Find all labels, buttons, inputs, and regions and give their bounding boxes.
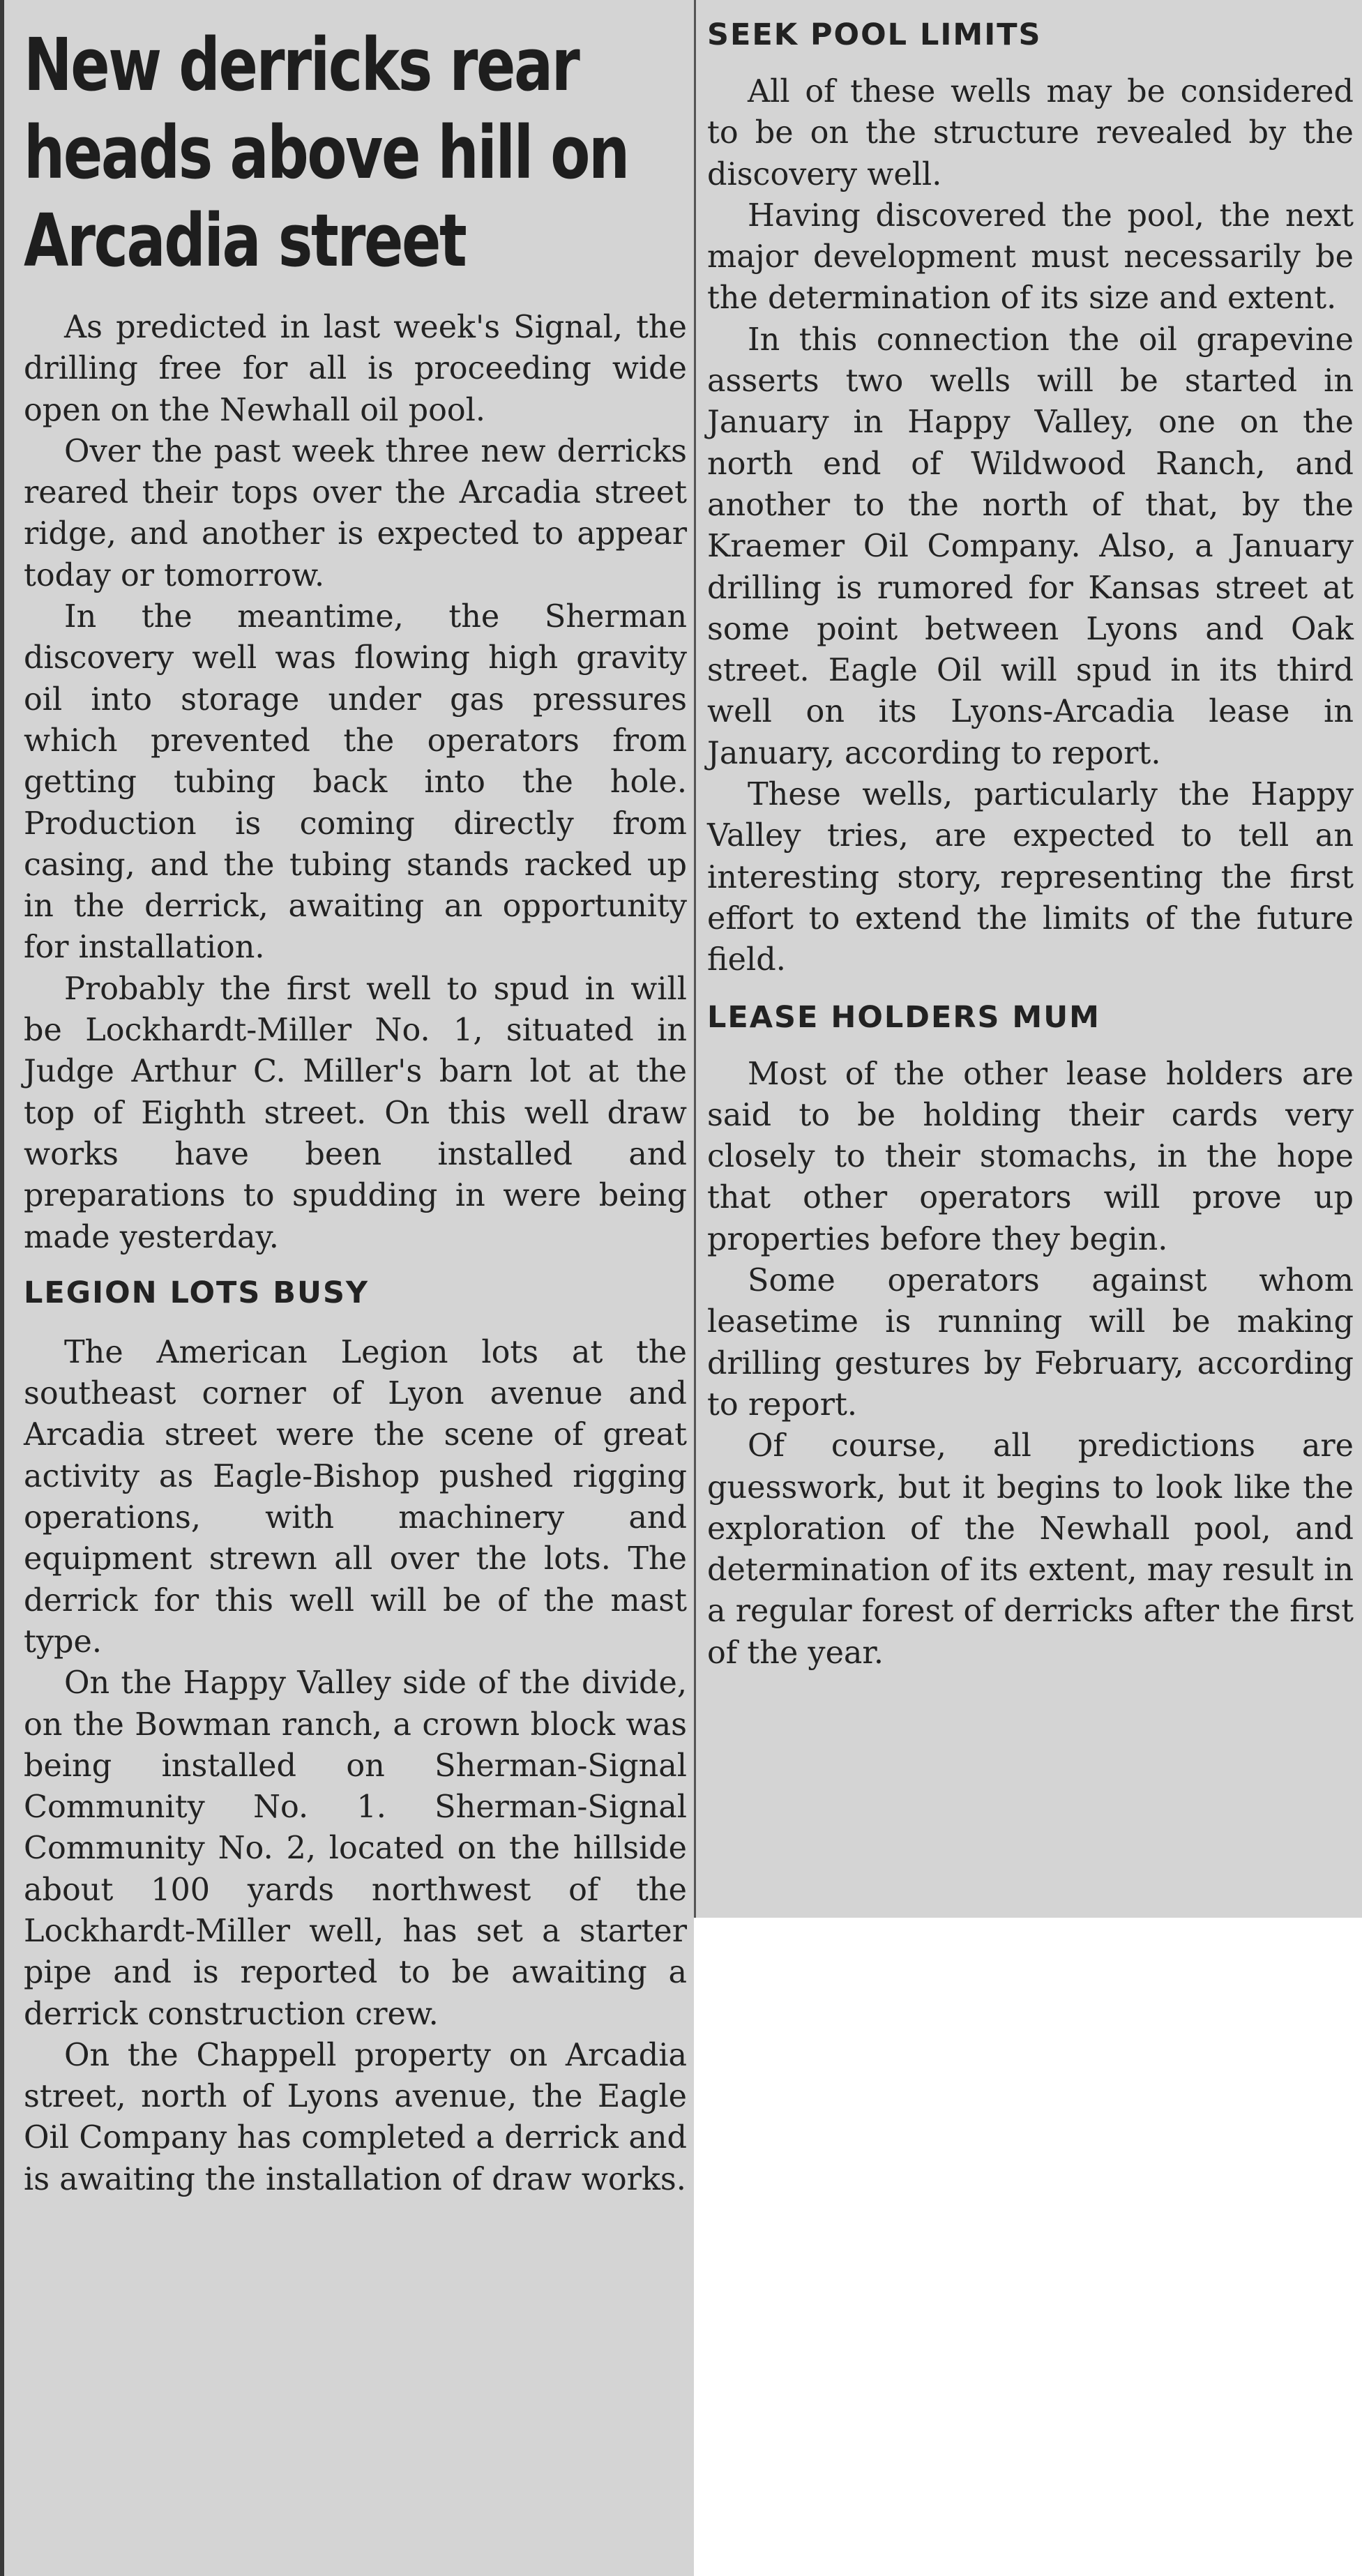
article-paragraph: On the Happy Valley side of the divide, on the Bowman ranch, a crown block was being installed on Sherman-Signal Community No. 1. Sherman-Signal Community No. 2, located on the hillside about 100 yards northwest of the Lockhardt-Miller well, has set a starter pipe and is reported to be awaiting a derrick construction crew. <box>24 1665 687 2032</box>
article-paragraph: All of these wells may be considered to be on the structure revealed by the discovery well. <box>707 74 1354 192</box>
article-paragraph: These wells, particularly the Happy Valley tries, are expected to tell an interesting story, representing the first effort to extend the limits of the future field. <box>707 777 1354 978</box>
article-paragraph: Most of the other lease holders are said to be holding their cards very closely to their stomachs, in the hope that other operators will prove up properties before they begin. <box>707 1056 1354 1257</box>
article-paragraph: In the meantime, the Sherman discovery well was flowing high gravity oil into storage under gas pressures which prevented the operators from getting tubing back into the hole. Production is coming directly from casing, and the tubing stands racked up in the derrick, awaiting an opportunity for installation. <box>24 599 687 966</box>
article-paragraph: On the Chappell property on Arcadia street, north of Lyons avenue, the Eagle Oil Company has completed a derrick and is awaiting the installation of draw works. <box>24 2037 687 2197</box>
article-paragraph: Probably the first well to spud in will be Lockhardt-Miller No. 1, situated in Judge Arthur C. Miller's barn lot at the top of Eighth street. On this well draw works have been installed and preparations to spudding in were being made yesterday. <box>24 971 687 1255</box>
subhead-lease-holders-mum: LEASE HOLDERS MUM <box>707 999 1100 1035</box>
article-right-column <box>694 0 1362 1918</box>
article-paragraph: As predicted in last week's Signal, the drilling free for all is proceeding wide open on the Newhall oil pool. <box>24 310 687 428</box>
subhead-seek-pool-limits: SEEK POOL LIMITS <box>707 17 1042 52</box>
headline: New derricks rear heads above hill on Arcadia street <box>24 22 628 283</box>
subhead-legion-lots: LEGION LOTS BUSY <box>24 1275 370 1310</box>
article-paragraph: Over the past week three new derricks reared their tops over the Arcadia street ridge, and another is expected to appear today or tomorrow. <box>24 433 687 593</box>
article-paragraph: In this connection the oil grapevine asserts two wells will be started in January in Happy Valley, one on the north end of Wildwood Ranch, and another to the north of that, by the Kraemer Oil Company. Also, a January drilling is rumored for Kansas street at some point between Lyons and Oak street. Eagle Oil will spud in its third well on its Lyons-Arcadia lease in January, according to report. <box>707 321 1354 771</box>
article-paragraph: The American Legion lots at the southeast corner of Lyon avenue and Arcadia street were the scene of great activity as Eagle-Bishop pushed rigging operations, with machinery and equipment strewn all over the lots. The derrick for this well will be of the mast type. <box>24 1334 687 1660</box>
article-paragraph: Some operators against whom leasetime is running will be making drilling gestures by February, according to report. <box>707 1263 1354 1423</box>
article-paragraph: Of course, all predictions are guesswork, but it begins to look like the exploration of the Newhall pool, and determination of its extent, may result in a regular forest of derricks after the first of the year. <box>707 1428 1354 1671</box>
article-paragraph: Having discovered the pool, the next major development must necessarily be the determination of its size and extent. <box>707 197 1354 317</box>
